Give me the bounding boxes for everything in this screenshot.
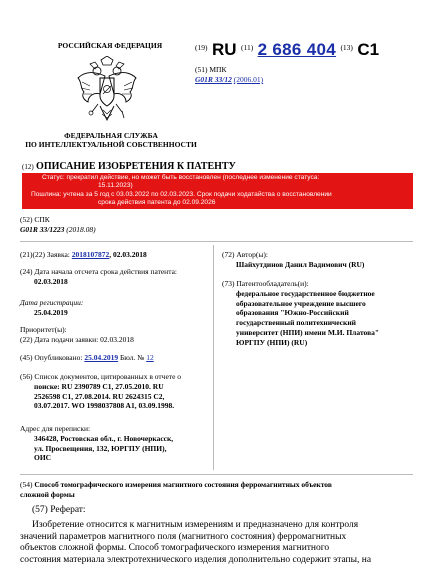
agency-line2: ПО ИНТЕЛЛЕКТУАЛЬНОЙ СОБСТВЕННОСТИ <box>20 140 202 149</box>
cited-documents-line1: поиске: RU 2390789 C1, 27.05.2010. RU <box>20 382 210 392</box>
country-code: RU <box>212 40 237 59</box>
title-text: ОПИСАНИЕ ИЗОБРЕТЕНИЯ К ПАТЕНТУ <box>36 161 236 172</box>
publication-label: (45) Опубликовано: <box>20 353 82 362</box>
ipc-block <box>195 65 263 85</box>
spk-version: (2018.08) <box>66 225 95 234</box>
publication-date-link[interactable]: 25.04.2019 <box>84 353 118 362</box>
spk-label: (52) СПК <box>20 215 220 225</box>
agency-name <box>20 131 202 149</box>
status-line2: 15.11.2023) <box>98 182 133 190</box>
code-54: (54) <box>20 480 33 489</box>
status-banner <box>22 173 413 209</box>
status-line3: Пошлина: учтена за 5 год с 03.03.2022 по 02.03.2023. Срок подачи ходатайства о восстановлении <box>31 191 332 199</box>
patent-number-line <box>195 40 379 60</box>
priority-line: (22) Дата подачи заявки: 02.03.2018 <box>20 335 210 345</box>
coat-of-arms-emblem <box>76 56 138 126</box>
patent-owner-line4: государственный политехнический <box>222 318 414 328</box>
abstract-line3: объектов сложной формы. Способ томографического измерения магнитного <box>20 543 413 555</box>
application-date: , 02.03.2018 <box>109 250 147 259</box>
start-date-value: 02.03.2018 <box>20 277 210 287</box>
code-13: (13) <box>340 43 353 52</box>
spk-value: G01R 33/1223 <box>20 225 64 234</box>
code-12: (12) <box>22 163 34 171</box>
priority-field <box>20 325 210 345</box>
patent-owner-label: (73) Патентообладатель(и): <box>222 279 414 289</box>
address-label: Адрес для переписки: <box>20 424 210 434</box>
application-label: (21)(22) Заявка: <box>20 250 70 259</box>
ipc-version-link[interactable]: (2006.01) <box>234 75 263 84</box>
address-line1: 346428, Ростовская обл., г. Новочеркасск, <box>20 434 210 444</box>
kind-code: C1 <box>357 40 379 59</box>
address-line2: ул. Просвещения, 132, ЮРГПУ (НПИ), <box>20 444 210 454</box>
invention-title-line2: сложной формы <box>20 490 413 500</box>
patent-owner-line3: образования "Южно-Российский <box>222 308 414 318</box>
document-type-title <box>22 161 236 172</box>
ipc-link[interactable]: G01R 33/12 <box>195 75 232 84</box>
status-line4: срока действия патента до 02.09.2026 <box>98 199 215 207</box>
abstract-text <box>20 520 413 566</box>
divider-bottom <box>20 474 413 475</box>
patent-owner-line2: образовательное учреждение высшего <box>222 299 414 309</box>
code-19: (19) <box>195 43 208 52</box>
country-name: РОССИЙСКАЯ ФЕДЕРАЦИЯ <box>40 41 180 50</box>
cited-documents-label: (56) Список документов, цитированных в отчете о <box>20 372 210 382</box>
cited-documents-line3: 03.07.2017. WO 1998037808 A1, 03.09.1998. <box>20 401 210 411</box>
spk-block <box>20 215 220 234</box>
application-field <box>20 250 210 260</box>
abstract-line4: состояния материала электротехнического изделия дополнительно содержит этапы, на <box>20 555 413 566</box>
patent-owner-field <box>222 279 414 348</box>
author-field <box>222 250 414 270</box>
address-field <box>20 424 210 463</box>
patent-owner-line1: федеральное государственное бюджетное <box>222 289 414 299</box>
invention-title-line1: Способ томографического измерения магнитного состояния ферромагнитных объектов <box>34 480 332 489</box>
status-line1: Статус: прекратил действие, но может быть восстановлен (последнее изменение статуса: <box>42 174 319 182</box>
abstract-line1: Изобретение относится к магнитным измерениям и предназначено для контроля <box>20 520 413 532</box>
priority-label: Приоритет(ы): <box>20 325 210 335</box>
start-date-field <box>20 267 210 287</box>
registration-value: 25.04.2019 <box>20 308 210 318</box>
cited-documents-line2: 2526598 C1, 27.08.2014. RU 2624315 C2, <box>20 392 210 402</box>
abstract-heading: (57) Реферат: <box>32 505 86 515</box>
patent-owner-line6: ЮРГПУ (НПИ) (RU) <box>222 338 414 348</box>
patent-number-link[interactable]: 2 686 404 <box>258 40 336 59</box>
address-line3: ОИС <box>20 453 210 463</box>
abstract-line2: значений параметров магнитного поля (магнитного состояния) ферромагнитных <box>20 532 413 544</box>
publication-field <box>20 353 210 363</box>
start-date-label: (24) Дата начала отсчета срока действия патента: <box>20 267 210 277</box>
bulletin-number-link[interactable]: 12 <box>146 353 154 362</box>
ipc-label: (51) МПК <box>195 65 263 75</box>
application-number-link[interactable]: 2018107872 <box>72 250 110 259</box>
code-11: (11) <box>241 43 253 52</box>
bulletin-label: Бюл. № <box>120 353 144 362</box>
invention-title-block <box>20 480 413 499</box>
patent-owner-line5: университет (НПИ) имени М.И. Платова" <box>222 328 414 338</box>
column-divider <box>213 245 214 470</box>
agency-line1: ФЕДЕРАЛЬНАЯ СЛУЖБА <box>20 131 202 140</box>
registration-label: Дата регистрации: <box>20 298 210 308</box>
divider-top <box>20 241 413 242</box>
author-label: (72) Автор(ы): <box>222 250 414 260</box>
author-value: Шайхутдинов Данил Вадимович (RU) <box>222 260 414 270</box>
cited-documents-field <box>20 372 210 411</box>
registration-field <box>20 298 210 318</box>
